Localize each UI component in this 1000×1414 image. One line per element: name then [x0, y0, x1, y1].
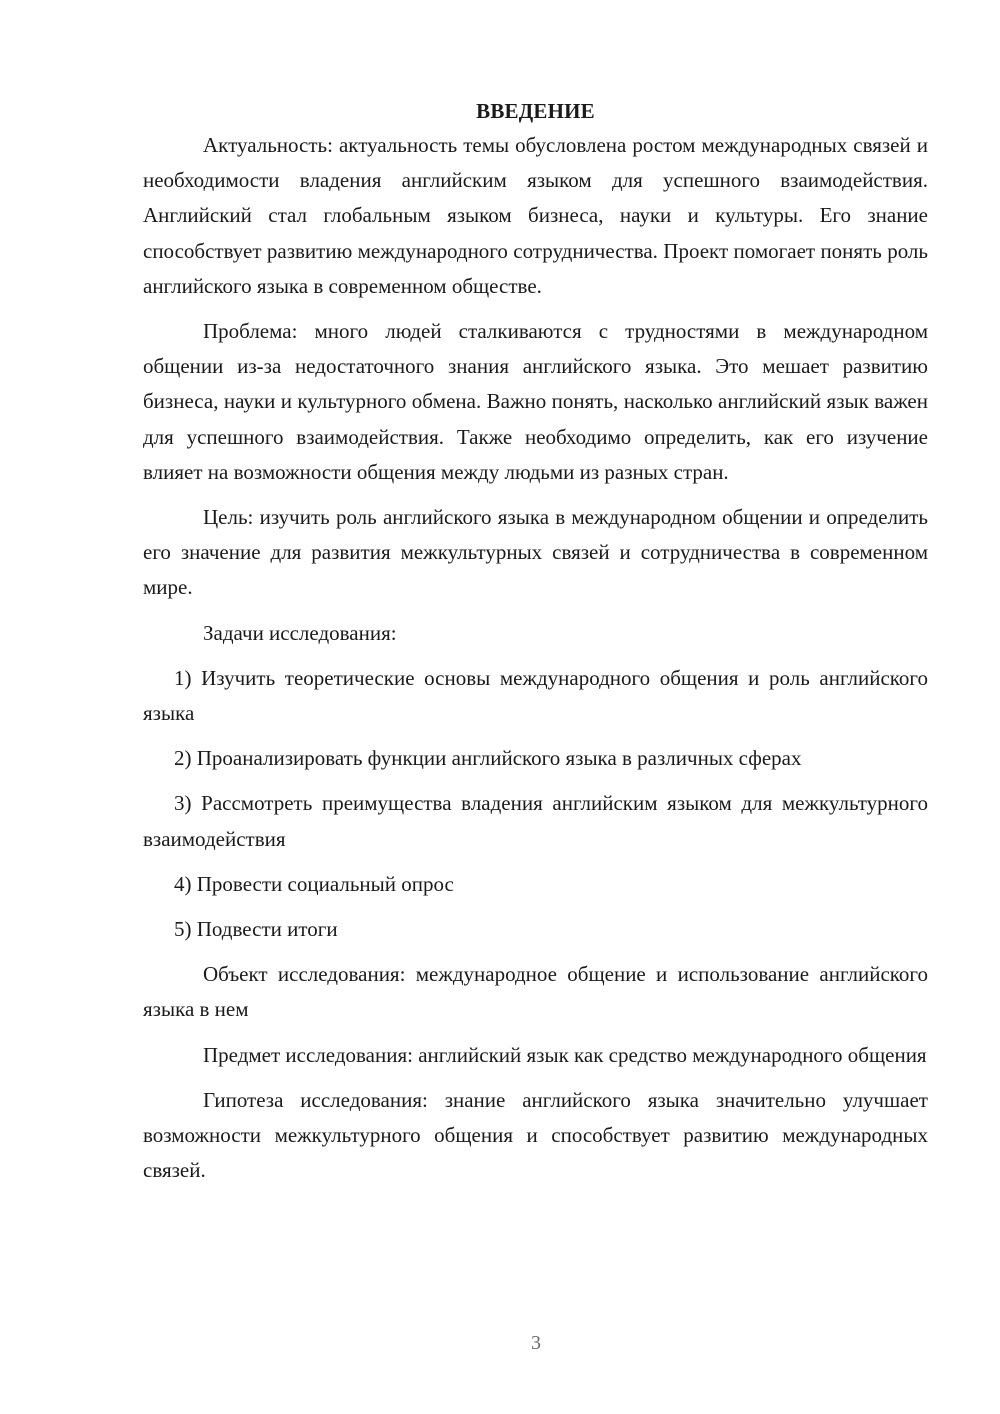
goal-paragraph: Цель: изучить роль английского языка в международном общении и определить его значение для развития межкультурных связей и сотрудничества в современном мире. [143, 505, 928, 600]
document-title: ВВЕДЕНИЕ [476, 99, 595, 123]
tasks-heading: Задачи исследования: [203, 620, 397, 645]
object-paragraph: Объект исследования: международное общение и использование английского языка в нем [143, 962, 928, 1022]
hypothesis-paragraph: Гипотеза исследования: знание английского языка значительно улучшает возможности межкультурного общения и способствует развитию международных связей. [143, 1087, 928, 1183]
subject-paragraph: Предмет исследования: английский язык как средство международного общения [203, 1042, 927, 1067]
task-item: 4) Провести социальный опрос [174, 871, 454, 896]
task-item: 2) Проанализировать функции английского языка в различных сферах [174, 746, 802, 771]
document-page [143, 96, 928, 1198]
problem-paragraph: Проблема: много людей сталкиваются с трудностями в международном общении из-за недостаточного знания английского языка. Это мешает развитию бизнеса, науки и культурного обмена. Важно понять, насколько английский язык важен для успешного взаимодействия. Также необходимо определить, как его изучение влияет на возможности общения между людьми из разных стран. [143, 319, 928, 484]
relevance-paragraph: Актуальность: актуальность темы обусловлена ростом международных связей и необходимости владения английским языком для успешного взаимодействия. Английский стал глобальным языком бизнеса, науки и культуры. Его знание способствует развитию международного сотрудничества. Проект помогает понять роль английского языка в современном обществе. [143, 133, 928, 298]
task-item: 3) Рассмотреть преимущества владения английским языком для межкультурного взаимодействия [143, 791, 928, 851]
task-item: 1) Изучить теоретические основы международного общения и роль английского языка [143, 665, 928, 726]
page-number: 3 [531, 1332, 541, 1354]
task-item: 5) Подвести итоги [174, 917, 338, 942]
